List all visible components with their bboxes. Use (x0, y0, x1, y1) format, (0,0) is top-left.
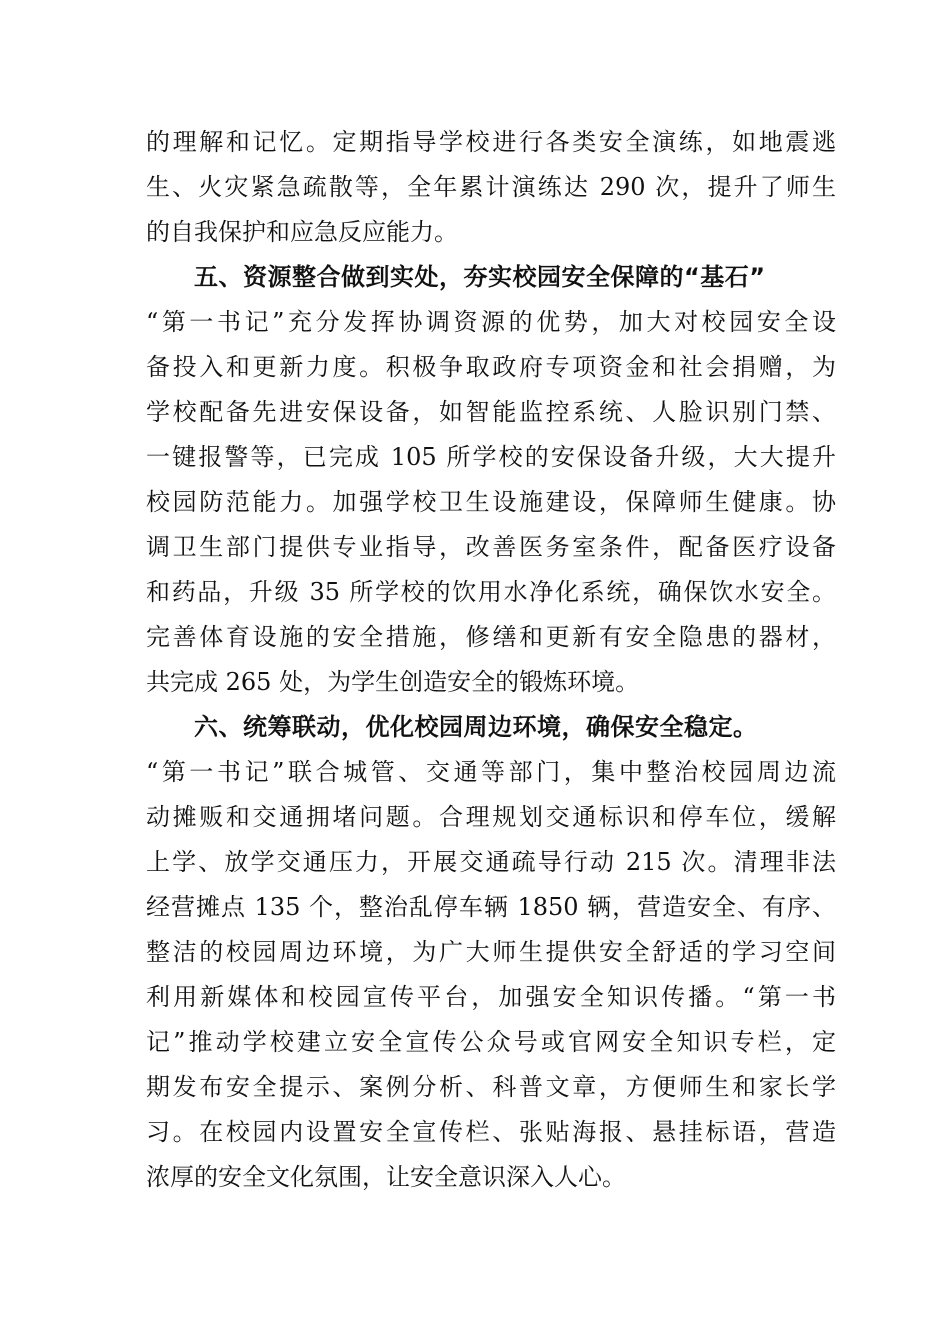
text-line: 生、火灾紧急疏散等，全年累计演练达 290 次，提升了师生 (146, 173, 836, 201)
text-line: 上学、放学交通压力，开展交通疏导行动 215 次。清理非法 (146, 848, 836, 876)
text-line: 习。在校园内设置安全宣传栏、张贴海报、悬挂标语，营造 (146, 1118, 836, 1146)
text-line: 的理解和记忆。定期指导学校进行各类安全演练，如地震逃 (146, 128, 836, 156)
text-line: 的自我保护和应急反应能力。 (146, 218, 458, 246)
text-line: 经营摊点 135 个，整治乱停车辆 1850 辆，营造安全、有序、 (146, 893, 836, 921)
section-6-heading: 六、统筹联动，优化校园周边环境，确保安全稳定。 (194, 713, 758, 741)
intro-paragraph (146, 120, 836, 255)
text-line: 完善体育设施的安全措施，修缮和更新有安全隐患的器材， (146, 623, 836, 651)
text-line: 共完成 265 处，为学生创造安全的锻炼环境。 (146, 668, 640, 696)
text-line: 校园防范能力。加强学校卫生设施建设，保障师生健康。协 (146, 488, 836, 516)
text-line: 整洁的校园周边环境，为广大师生提供安全舒适的学习空间 (146, 938, 836, 966)
text-line: 一键报警等，已完成 105 所学校的安保设备升级，大大提升 (146, 443, 836, 471)
text-line: 期发布安全提示、案例分析、科普文章，方便师生和家长学 (146, 1073, 836, 1101)
text-line: 记”推动学校建立安全宣传公众号或官网安全知识专栏，定 (146, 1028, 836, 1056)
text-line: 浓厚的安全文化氛围，让安全意识深入人心。 (146, 1163, 626, 1191)
text-line: 利用新媒体和校园宣传平台，加强安全知识传播。“第一书 (146, 983, 836, 1011)
document-body (146, 120, 836, 1200)
text-line: “第一书记”联合城管、交通等部门，集中整治校园周边流 (146, 758, 836, 786)
section-5-heading: 五、资源整合做到实处，夯实校园安全保障的“基石” (194, 263, 766, 291)
text-line: 和药品，升级 35 所学校的饮用水净化系统，确保饮水安全。 (146, 578, 836, 606)
text-line: “第一书记”充分发挥协调资源的优势，加大对校园安全设 (146, 308, 836, 336)
text-line: 备投入和更新力度。积极争取政府专项资金和社会捐赠，为 (146, 353, 836, 381)
text-line: 调卫生部门提供专业指导，改善医务室条件，配备医疗设备 (146, 533, 836, 561)
text-line: 学校配备先进安保设备，如智能监控系统、人脸识别门禁、 (146, 398, 836, 426)
section-6 (146, 705, 836, 1200)
text-line: 动摊贩和交通拥堵问题。合理规划交通标识和停车位，缓解 (146, 803, 836, 831)
section-5 (146, 255, 836, 705)
